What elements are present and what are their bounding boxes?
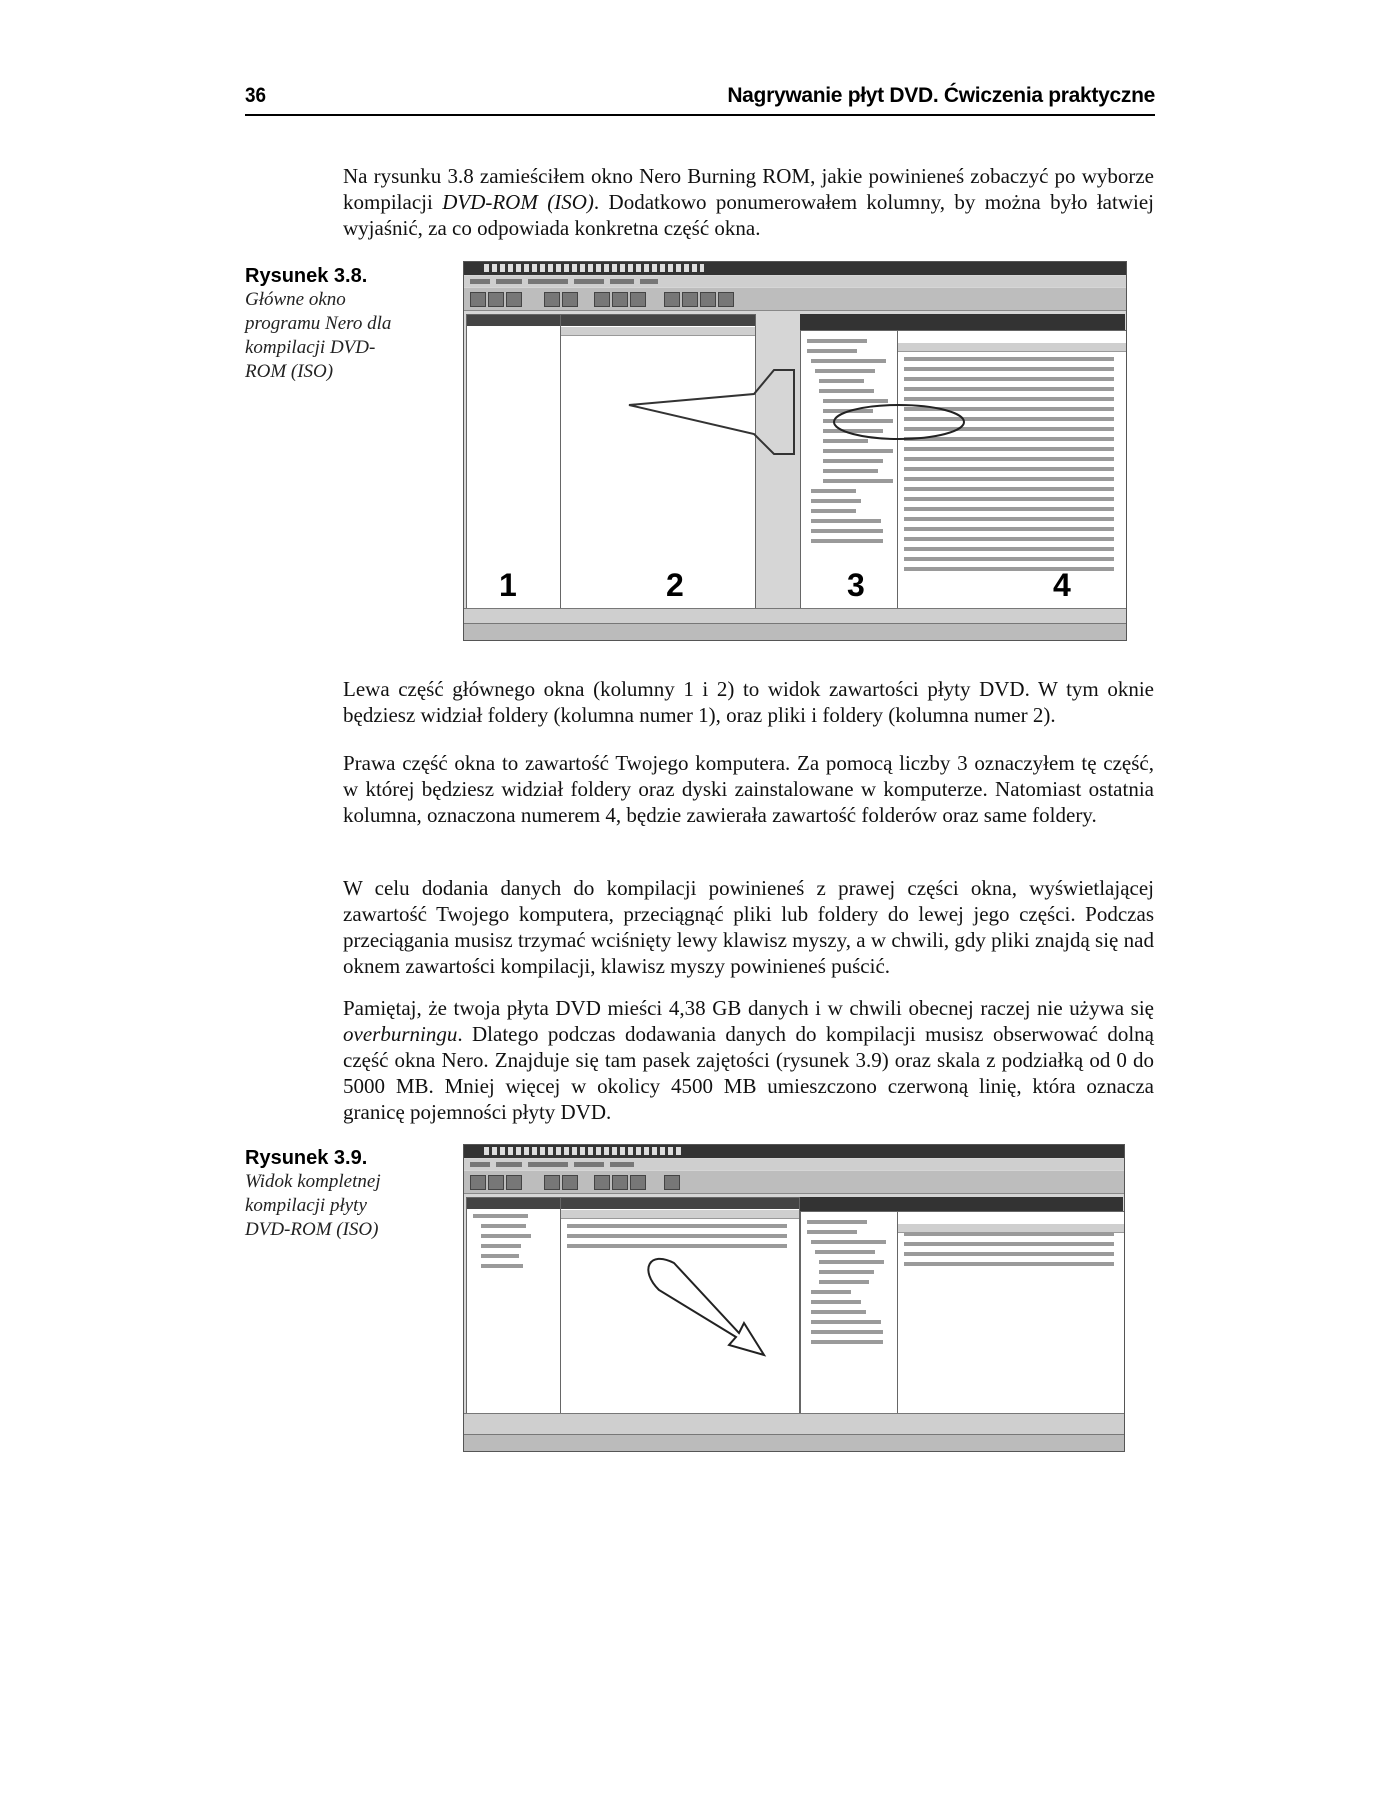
figure-caption-text: Główne okno programu Nero dla kompilacji DVD-ROM (ISO) [245, 289, 392, 382]
figure-nero-complete-compilation [463, 1144, 1125, 1452]
paragraph-right-part: Prawa część okna to zawartość Twojego komputera. Za pomocą liczby 3 oznaczyłem tę część, w której będziesz widział foldery oraz dyski zainstalowane w komputerze. Natomiast ostatnia kolumna, oznaczona numerem 4, będzie zawierała zawartość folderów oraz same foldery. [343, 751, 1154, 827]
page-header [245, 84, 1155, 116]
paragraph-intro [343, 163, 1154, 241]
column-number-3: 3 [847, 567, 865, 603]
paragraph-drag-drop: W celu dodania danych do kompilacji powinieneś z prawej części okna, wyświetlającej zawartość Twojego komputera, przeciągnąć pliki lub foldery do lewej jego części. Podczas przeciągania musisz trzymać wciśnięty lewy klawisz myszy, a w chwili, gdy pliki znajdą się nad oknem zawartości kompilacji, klawisz myszy powinieneś puścić. [343, 876, 1154, 978]
paragraph-intro-italic: DVD-ROM (ISO) [442, 190, 594, 214]
paragraph-capacity [343, 995, 1154, 1125]
paragraph-capacity-part-a: Pamiętaj, że twoja płyta DVD mieści 4,38 GB danych i w chwili obecnej raczej nie używa się [343, 996, 1154, 1020]
running-title: Nagrywanie płyt DVD. Ćwiczenia praktyczne [727, 84, 1155, 107]
figure-nero-main-window [463, 261, 1127, 641]
column-number-1: 1 [499, 567, 517, 603]
drag-arrow-icon [629, 370, 794, 454]
annotation-overlay [464, 1145, 1124, 1451]
column-number-4: 4 [1053, 567, 1071, 603]
figure-caption-text: Widok kompletnej kompilacji płyty DVD-ROM (ISO) [245, 1171, 381, 1240]
paragraph-intro-part-a: Na rysunku 3.8 zamieściłem okno Nero Burning ROM, jakie powinieneś zobaczyć po wyborze kompilacji [343, 164, 1154, 214]
page-number: 36 [245, 84, 267, 107]
paragraph-left-part: Lewa część głównego okna (kolumny 1 i 2) to widok zawartości płyty DVD. W tym oknie będziesz widział foldery (kolumna numer 1), oraz pliki i foldery (kolumna numer 2). [343, 677, 1154, 727]
figure-caption-title: Rysunek 3.8. [245, 265, 368, 287]
paragraph-intro-part-b: . Dodatkowo ponumerowałem kolumny, by można było łatwiej wyjaśnić, za co odpowiada konkretna część okna. [343, 190, 1154, 240]
figure-caption-title: Rysunek 3.9. [245, 1147, 368, 1169]
annotation-overlay [464, 262, 1126, 640]
paragraph-capacity-part-b: . Dlatego podczas dodawania danych do kompilacji musisz obserwować dolną część okna Nero. Znajduje się tam pasek zajętości (rysunek 3.9) oraz skala z podziałką od 0 do 5000 MB. Mniej więcej w okolicy 4500 MB umieszczono czerwoną linię, która oznacza granicę pojemności płyty DVD. [343, 1022, 1154, 1124]
pointer-arrow-icon [648, 1259, 764, 1355]
paragraph-capacity-italic: overburningu [343, 1022, 458, 1046]
selection-ellipse [834, 405, 964, 439]
figure-caption-3-8 [245, 264, 415, 384]
figure-caption-3-9 [245, 1146, 415, 1242]
column-number-2: 2 [666, 567, 684, 603]
